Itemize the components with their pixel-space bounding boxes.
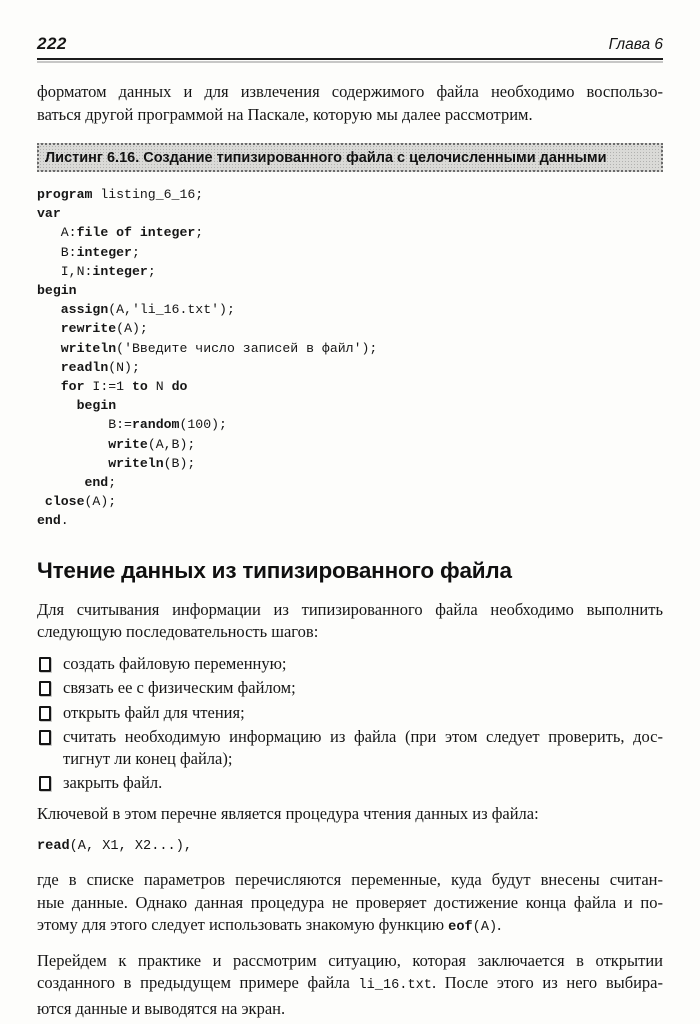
params-paragraph <box>37 869 663 940</box>
text-segment <box>37 475 84 490</box>
text-segment: file of integer <box>76 225 196 241</box>
text-line <box>37 204 663 223</box>
text-segment <box>37 302 61 317</box>
text-segment: end <box>37 513 61 529</box>
text-line <box>37 950 663 973</box>
text-segment: readln <box>60 359 109 375</box>
text-segment: to <box>131 379 148 395</box>
text-segment: ('Введите число записей в файл'); <box>116 340 378 356</box>
text-line <box>37 415 663 434</box>
text-segment: (A); <box>116 321 148 337</box>
text-segment: integer <box>76 244 132 260</box>
list-item <box>37 677 663 699</box>
text-segment: do <box>171 379 188 395</box>
section-intro-paragraph <box>37 599 663 644</box>
text-line <box>37 998 663 1021</box>
list-item-text <box>63 702 663 724</box>
text-line <box>37 223 663 242</box>
text-segment: (A,B); <box>147 436 196 452</box>
list-item-text <box>63 772 663 794</box>
text-line <box>37 300 663 319</box>
text-line <box>37 435 663 454</box>
square-bullet-icon <box>39 657 51 672</box>
text-segment: . <box>497 915 502 935</box>
text-line <box>37 281 663 300</box>
text-segment: ; <box>195 225 204 241</box>
text-line <box>63 677 663 699</box>
inline-code: (A, X1, X2...), <box>69 839 193 855</box>
text-line <box>37 396 663 415</box>
list-item-text <box>63 726 663 769</box>
text-line <box>37 185 663 204</box>
text-segment: Перейдем к практике и рассмотрим ситуацию, которая заключается в открытии <box>37 950 663 970</box>
text-segment: этому для этого следует использовать знакомую функцию <box>37 915 449 935</box>
text-segment <box>37 321 61 336</box>
text-segment <box>37 494 45 509</box>
read-syntax-code <box>37 837 663 856</box>
text-segment <box>37 456 108 471</box>
listing-caption: Листинг 6.16. Создание типизированного файла с целочисленными данными <box>37 143 663 172</box>
list-item <box>37 772 663 794</box>
text-line <box>37 599 663 622</box>
text-segment: Для считывания информации из типизированного файла необходимо выполнить <box>37 599 663 619</box>
square-bullet-icon <box>39 706 51 721</box>
text-segment: close <box>44 494 85 510</box>
list-item-text <box>63 677 663 699</box>
text-segment: integer <box>92 263 148 279</box>
text-line <box>37 262 663 281</box>
text-segment: rewrite <box>60 321 117 337</box>
chapter-title: Глава 6 <box>608 36 663 53</box>
text-segment: связать ее с физическим файлом; <box>63 678 296 698</box>
text-segment: . После этого из него выбира- <box>431 973 663 993</box>
text-line <box>63 772 663 794</box>
text-segment: ные данные. Однако данная процедура не проверяет достижение конца файла и по- <box>37 892 663 912</box>
text-line <box>63 726 663 748</box>
text-line <box>37 81 663 104</box>
text-segment: (N); <box>108 359 140 375</box>
text-line <box>37 511 663 530</box>
text-segment: for <box>60 379 85 395</box>
list-item <box>37 726 663 769</box>
text-line <box>63 748 663 770</box>
text-segment: program <box>37 187 93 202</box>
text-line <box>37 454 663 473</box>
text-segment: Ключевой в этом перечне является процедура чтения данных из файла: <box>37 803 539 823</box>
text-segment: I,N: <box>37 263 93 279</box>
text-segment: I:=1 <box>84 379 132 395</box>
text-line <box>37 104 663 127</box>
text-segment: ; <box>108 475 117 491</box>
text-line <box>37 837 663 856</box>
text-segment: открыть файл для чтения; <box>63 702 245 722</box>
text-segment: B:= <box>37 417 132 433</box>
text-line <box>37 892 663 915</box>
list-item <box>37 702 663 724</box>
text-segment: ; <box>147 263 156 279</box>
square-bullet-icon <box>39 776 51 791</box>
text-line <box>37 803 663 826</box>
text-segment: (A,'li_16.txt'); <box>108 302 235 318</box>
text-segment: A: <box>37 225 77 241</box>
inline-code: eof <box>448 920 473 936</box>
text-segment: создать файловую переменную; <box>63 653 287 673</box>
text-line <box>37 243 663 262</box>
text-segment: random <box>131 417 180 433</box>
text-segment <box>37 437 108 452</box>
text-line <box>37 972 663 998</box>
text-line <box>37 621 663 644</box>
text-segment: (A); <box>84 494 117 510</box>
text-line <box>37 358 663 377</box>
text-segment: listing_6_16; <box>92 187 204 202</box>
text-segment: begin <box>76 398 117 414</box>
key-procedure-paragraph <box>37 803 663 826</box>
text-segment <box>37 360 61 375</box>
text-segment <box>37 341 61 356</box>
text-segment: (100); <box>179 417 227 433</box>
text-segment: считать необходимую информацию из файла (при этом следует проверить, дос- <box>63 727 663 747</box>
page-number: 222 <box>37 34 67 53</box>
text-segment: форматом данных и для извлечения содержимого файла необходимо воспользо- <box>37 82 663 101</box>
list-item-text <box>63 653 663 675</box>
list-item <box>37 653 663 675</box>
inline-code: read <box>37 839 70 855</box>
text-segment: var <box>37 206 61 222</box>
text-line <box>37 492 663 511</box>
text-segment: созданного в предыдущем примере файла <box>37 973 359 993</box>
square-bullet-icon <box>39 730 51 745</box>
header-rule <box>37 58 663 60</box>
text-segment <box>37 398 77 413</box>
steps-checklist <box>37 653 663 794</box>
text-segment: тигнут ли конец файла); <box>63 748 233 768</box>
text-line <box>37 914 663 940</box>
practice-paragraph <box>37 950 663 1021</box>
text-segment: . <box>60 513 69 529</box>
text-segment <box>37 379 61 394</box>
text-line <box>37 377 663 396</box>
text-segment: ; <box>131 244 140 260</box>
code-listing <box>37 185 663 531</box>
square-bullet-icon <box>39 681 51 696</box>
text-segment: (B); <box>163 455 196 471</box>
text-segment: writeln <box>60 340 117 356</box>
text-segment: B: <box>37 244 77 260</box>
text-line <box>37 319 663 338</box>
text-line <box>37 869 663 892</box>
intro-paragraph <box>37 81 663 126</box>
text-segment: где в списке параметров перечисляются переменные, куда будут внесены считан- <box>37 870 663 890</box>
text-segment: write <box>108 436 148 452</box>
text-line <box>63 653 663 675</box>
inline-code: (A) <box>472 920 498 936</box>
text-segment: N <box>147 379 172 395</box>
text-segment: ваться другой программой на Паскале, которую мы далее рассмотрим. <box>37 104 533 124</box>
text-segment: следующую последовательность шагов: <box>37 622 319 642</box>
inline-code: li_16.txt <box>358 978 432 994</box>
section-heading: Чтение данных из типизированного файла <box>37 557 512 583</box>
text-segment: end <box>84 475 109 491</box>
text-segment: ются данные и выводятся на экран. <box>37 998 286 1018</box>
running-head <box>37 34 663 54</box>
text-line <box>37 473 663 492</box>
text-segment: закрыть файл. <box>63 773 163 793</box>
text-line <box>63 702 663 724</box>
text-line <box>37 339 663 358</box>
text-segment: begin <box>37 283 77 299</box>
text-segment: assign <box>60 302 109 318</box>
text-segment: writeln <box>108 455 164 471</box>
